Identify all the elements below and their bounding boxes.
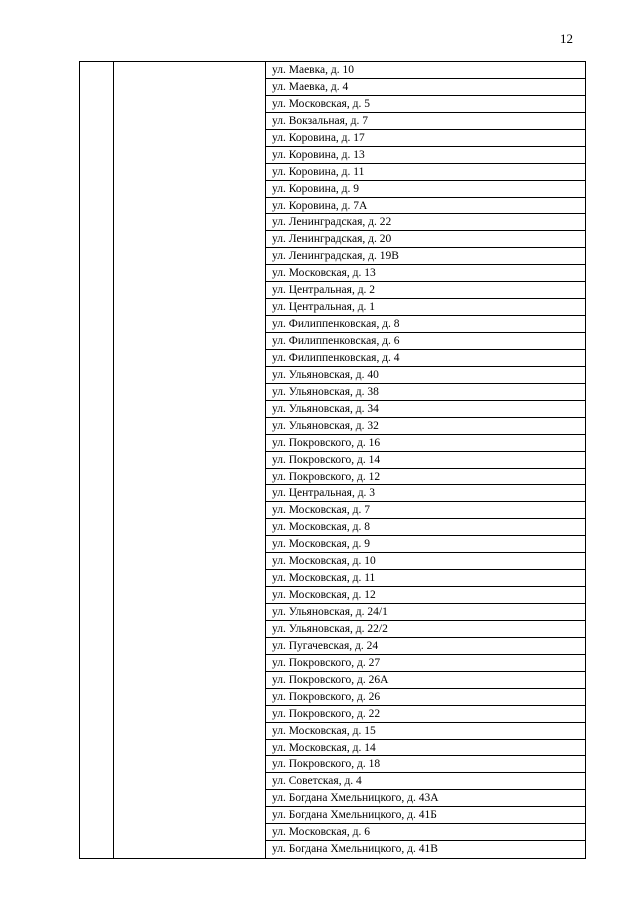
- address-row: ул. Центральная, д. 3: [266, 485, 585, 502]
- address-row: ул. Покровского, д. 18: [266, 756, 585, 773]
- address-row: ул. Ленинградская, д. 20: [266, 231, 585, 248]
- address-row: ул. Ульяновская, д. 38: [266, 384, 585, 401]
- address-row: ул. Ульяновская, д. 34: [266, 401, 585, 418]
- address-row: ул. Советская, д. 4: [266, 773, 585, 790]
- address-row: ул. Московская, д. 12: [266, 587, 585, 604]
- address-row: ул. Ульяновская, д. 22/2: [266, 621, 585, 638]
- address-row: ул. Центральная, д. 2: [266, 282, 585, 299]
- address-row: ул. Коровина, д. 13: [266, 147, 585, 164]
- address-row: ул. Филиппенковская, д. 8: [266, 316, 585, 333]
- address-row: ул. Богдана Хмельницкого, д. 41В: [272, 843, 438, 856]
- address-row: ул. Покровского, д. 26: [266, 689, 585, 706]
- address-row: ул. Маевка, д. 10: [266, 62, 585, 79]
- address-row: ул. Покровского, д. 26А: [266, 672, 585, 689]
- address-row: ул. Покровского, д. 22: [266, 706, 585, 723]
- address-row: ул. Коровина, д. 11: [266, 164, 585, 181]
- address-row: ул. Вокзальная, д. 7: [266, 113, 585, 130]
- address-row: ул. Богдана Хмельницкого, д. 43А: [266, 790, 585, 807]
- address-row: ул. Ленинградская, д. 19В: [266, 248, 585, 265]
- address-row: ул. Коровина, д. 7А: [266, 198, 585, 215]
- address-row: ул. Московская, д. 10: [266, 553, 585, 570]
- address-row: ул. Московская, д. 8: [266, 519, 585, 536]
- address-row: ул. Богдана Хмельницкого, д. 41Б: [266, 807, 585, 824]
- address-row: ул. Ульяновская, д. 24/1: [266, 604, 585, 621]
- address-row: ул. Московская, д. 13: [266, 265, 585, 282]
- address-row: ул. Покровского, д. 12: [266, 469, 585, 486]
- address-row: ул. Пугачевская, д. 24: [266, 638, 585, 655]
- address-row: ул. Покровского, д. 14: [266, 452, 585, 469]
- table-column-addresses: [266, 62, 585, 858]
- address-row: ул. Коровина, д. 9: [266, 181, 585, 198]
- table-column-locality: [114, 62, 266, 858]
- address-row: ул. Покровского, д. 27: [266, 655, 585, 672]
- address-row: ул. Московская, д. 14: [266, 740, 585, 757]
- address-row: ул. Филиппенковская, д. 4: [266, 350, 585, 367]
- address-row: ул. Московская, д. 11: [266, 570, 585, 587]
- address-table: [79, 61, 586, 859]
- address-row: ул. Московская, д. 15: [266, 723, 585, 740]
- address-row: ул. Коровина, д. 17: [266, 130, 585, 147]
- table-column-number: [80, 62, 114, 858]
- address-row: ул. Ленинградская, д. 22: [266, 214, 585, 231]
- address-row: ул. Покровского, д. 16: [266, 435, 585, 452]
- address-row: ул. Московская, д. 5: [266, 96, 585, 113]
- address-row: ул. Ульяновская, д. 40: [266, 367, 585, 384]
- address-row: ул. Маевка, д. 4: [266, 79, 585, 96]
- address-row: ул. Московская, д. 6: [266, 824, 585, 841]
- address-row: ул. Центральная, д. 1: [266, 299, 585, 316]
- address-row: ул. Московская, д. 7: [266, 502, 585, 519]
- address-row: ул. Московская, д. 9: [266, 536, 585, 553]
- address-row: ул. Ульяновская, д. 32: [266, 418, 585, 435]
- address-row: ул. Филиппенковская, д. 6: [266, 333, 585, 350]
- page-number: 12: [560, 31, 573, 46]
